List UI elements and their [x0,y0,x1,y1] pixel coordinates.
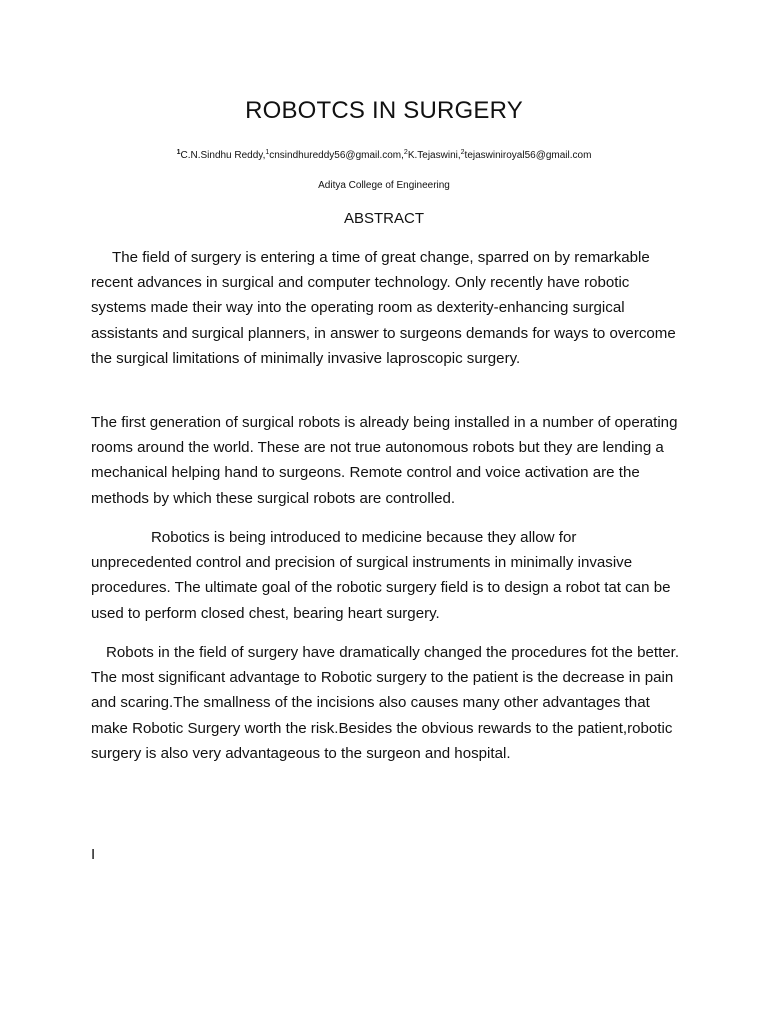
paper-title: ROBOTCS IN SURGERY [245,97,523,124]
abstract-paragraph: The first generation of surgical robots is already being installed in a number of operating rooms around the world. These are not true autonomous robots but they are lending a mechanical helping hand to surgeons. Remote control and voice activation are the methods by which these surgical robots are controlled. [91,414,678,507]
abstract-paragraph: The field of surgery is entering a time of great change, sparred on by remarkable recent advances in surgical and computer technology. Only recently have robotic systems made their way into the operating room as dexterity-enhancing surgical assistants and surgical planners, in answer to surgeons demands for ways to overcome the surgical limitations of minimally invasive laproscopic surgery. [91,249,676,367]
author-email: cnsindhureddy56@gmail.com, [269,150,404,161]
author-superscript: 1 [176,149,181,156]
author-line [0,149,768,163]
author-name: C.N.Sindhu Reddy, [180,150,266,161]
abstract-paragraph: Robots in the field of surgery have dramatically changed the procedures fot the better. The most significant advantage to Robotic surgery to the patient is the decrease in pain and scaring.The smallness of the incisions also causes many other advantages that make Robotic Surgery worth the risk.Besides the obvious rewards to the patient,robotic surgery is also very advantageous to the surgeon and hospital. [91,644,680,762]
author-name: K.Tejaswini, [407,150,461,161]
stray-text-mark: I [91,846,96,863]
author-superscript: 2 [460,149,465,156]
affiliation: Aditya College of Engineering [318,180,450,191]
author-superscript: 2 [403,149,408,156]
author-superscript: 1 [265,149,270,156]
abstract-paragraph: Robotics is being introduced to medicine because they allow for unprecedented control and precision of surgical instruments in minimally invasive procedures. The ultimate goal of the robotic surgery field is to design a robot tat can be used to perform closed chest, bearing heart surgery. [91,529,671,622]
author-email: tejaswiniroyal56@gmail.com [464,150,592,161]
abstract-heading: ABSTRACT [343,210,424,227]
